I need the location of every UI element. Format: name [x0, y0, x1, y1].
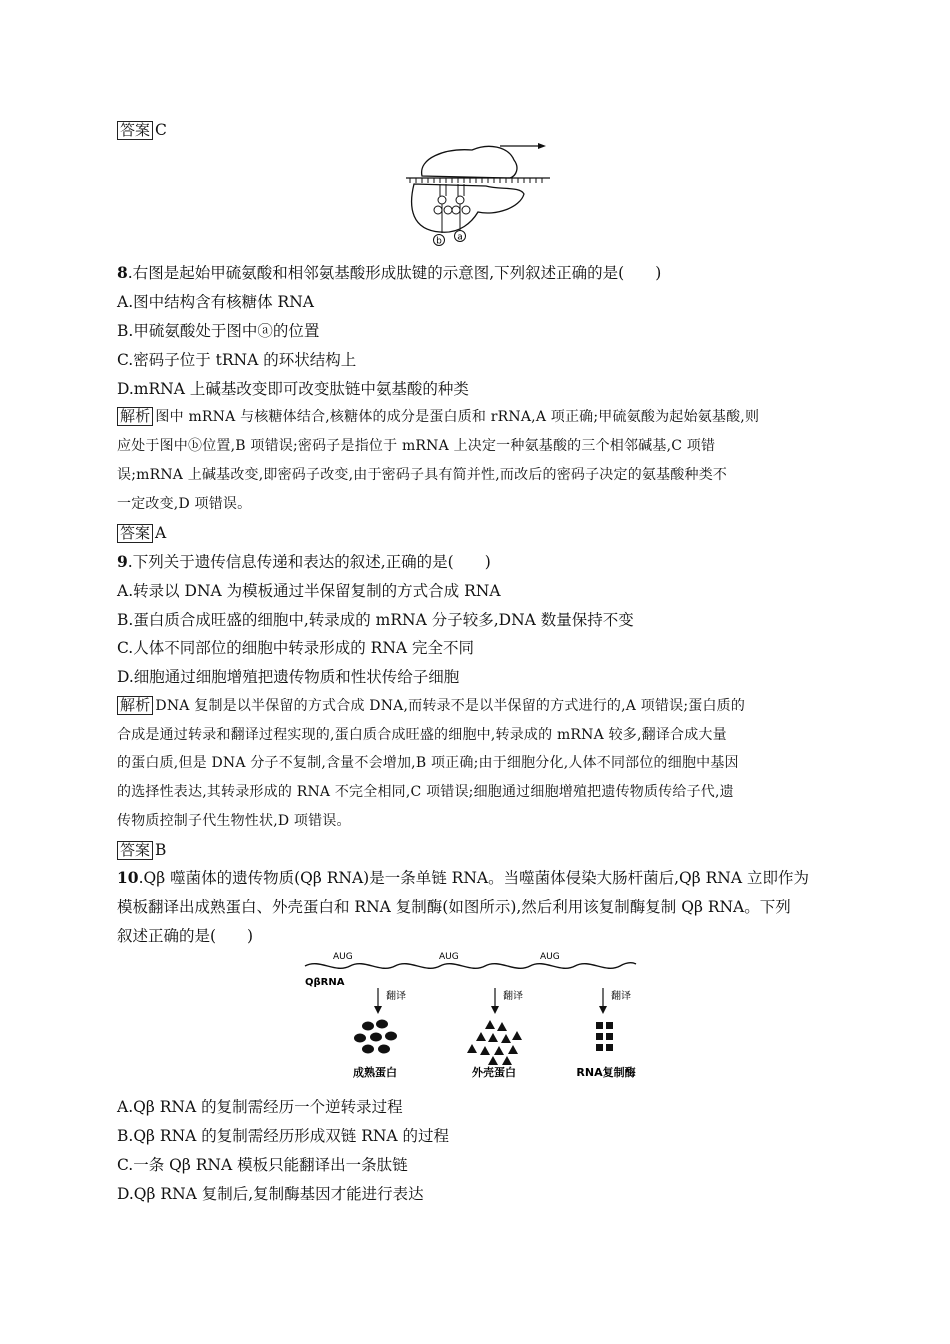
q10-stem-line-2: 模板翻译出成熟蛋白、外壳蛋白和 RNA 复制酶(如图所示),然后利用该复制酶复制 Qβ RNA。下列	[117, 898, 791, 916]
q9-analysis-line-1: 解析 DNA 复制是以半保留的方式合成 DNA,而转录不是以半保留的方式进行的,A 项错误;蛋白质的	[117, 696, 745, 716]
analysis-tag: 解析	[117, 407, 153, 426]
q9-analysis-line-4: 的选择性表达,其转录形成的 RNA 不完全相同,C 项错误;细胞通过细胞增殖把遗传物质传给子代,遗	[117, 784, 734, 800]
answer-tag: 答案	[117, 841, 153, 860]
q9-option-c: C.人体不同部位的细胞中转录形成的 RNA 完全不同	[117, 639, 475, 657]
replicase-icon	[596, 1022, 613, 1051]
product-label-coat: 外壳蛋白	[472, 1066, 516, 1079]
ribosome-figure	[400, 138, 560, 253]
codon-2: AUG	[439, 952, 459, 962]
prev-answer	[117, 120, 167, 140]
mature-protein-icon	[354, 1020, 397, 1054]
translate-label-2: 翻译	[503, 991, 523, 1002]
q9-analysis-line-3: 的蛋白质,但是 DNA 分子不复制,含量不会增加,B 项正确;由于细胞分化,人体不同部位的细胞中基因	[117, 755, 739, 771]
label-b: b	[436, 236, 442, 247]
q9-analysis-line-5: 传物质控制子代生物性状,D 项错误。	[117, 813, 351, 829]
q9-answer: 答案 B	[117, 840, 166, 860]
q9-option-d: D.细胞通过细胞增殖把遗传物质和性状传给子细胞	[117, 668, 460, 686]
q9-option-a: A.转录以 DNA 为模板通过半保留复制的方式合成 RNA	[117, 582, 501, 600]
q10-stem-line-1: 10.Qβ 噬菌体的遗传物质(Qβ RNA)是一条单链 RNA。当噬菌体侵染大肠杆菌后,Qβ RNA 立即作为	[117, 868, 809, 887]
q10-option-b: B.Qβ RNA 的复制需经历形成双链 RNA 的过程	[117, 1127, 450, 1145]
q8-stem: 8.右图是起始甲硫氨酸和相邻氨基酸形成肽键的示意图,下列叙述正确的是( )	[117, 263, 662, 282]
q8-option-c: C.密码子位于 tRNA 的环状结构上	[117, 351, 357, 369]
q10-stem-line-3: 叙述正确的是( )	[117, 927, 254, 945]
q8-number: 8	[117, 263, 128, 282]
product-label-mature: 成熟蛋白	[353, 1066, 397, 1079]
answer-tag: 答案	[117, 524, 153, 543]
q8-analysis-line-4: 一定改变,D 项错误。	[117, 496, 252, 512]
codon-1: AUG	[333, 952, 353, 962]
q8-option-d: D.mRNA 上碱基改变即可改变肽链中氨基酸的种类	[117, 380, 469, 398]
q9-number: 9	[117, 552, 128, 571]
q9-option-b: B.蛋白质合成旺盛的细胞中,转录成的 mRNA 分子较多,DNA 数量保持不变	[117, 611, 634, 629]
q8-option-a: A.图中结构含有核糖体 RNA	[117, 293, 314, 311]
coat-protein-icon	[467, 1020, 522, 1065]
q10-option-d: D.Qβ RNA 复制后,复制酶基因才能进行表达	[117, 1185, 424, 1203]
analysis-tag: 解析	[117, 696, 153, 715]
q8-analysis-line-1: 解析 图中 mRNA 与核糖体结合,核糖体的成分是蛋白质和 rRNA,A 项正确;甲硫氨酸为起始氨基酸,则	[117, 407, 759, 427]
answer-tag: 答案	[117, 121, 153, 140]
label-a: a	[457, 232, 463, 243]
codon-3: AUG	[540, 952, 560, 962]
q8-option-b: B.甲硫氨酸处于图中ⓐ的位置	[117, 322, 320, 340]
product-label-replicase: RNA复制酶	[576, 1066, 636, 1079]
translate-label-1: 翻译	[386, 991, 406, 1002]
answer-value: C	[155, 121, 167, 139]
q9-stem: 9.下列关于遗传信息传递和表达的叙述,正确的是( )	[117, 552, 491, 571]
translate-label-3: 翻译	[611, 991, 631, 1002]
q8-answer: 答案 A	[117, 523, 166, 543]
q10-option-c: C.一条 Qβ RNA 模板只能翻译出一条肽链	[117, 1156, 408, 1174]
q8-analysis-line-3: 误;mRNA 上碱基改变,即密码子改变,由于密码子具有简并性,而改后的密码子决定的氨基酸种类不	[117, 467, 728, 483]
q9-analysis-line-2: 合成是通过转录和翻译过程实现的,蛋白质合成旺盛的细胞中,转录成的 mRNA 较多,翻译合成大量	[117, 727, 727, 743]
rna-label: QβRNA	[305, 977, 345, 988]
q10-option-a: A.Qβ RNA 的复制需经历一个逆转录过程	[117, 1098, 403, 1116]
q10-number: 10	[117, 868, 139, 887]
q8-analysis-line-2: 应处于图中ⓑ位置,B 项错误;密码子是指位于 mRNA 上决定一种氨基酸的三个相邻碱基,C 项错	[117, 438, 716, 454]
qbeta-figure	[300, 948, 645, 1083]
